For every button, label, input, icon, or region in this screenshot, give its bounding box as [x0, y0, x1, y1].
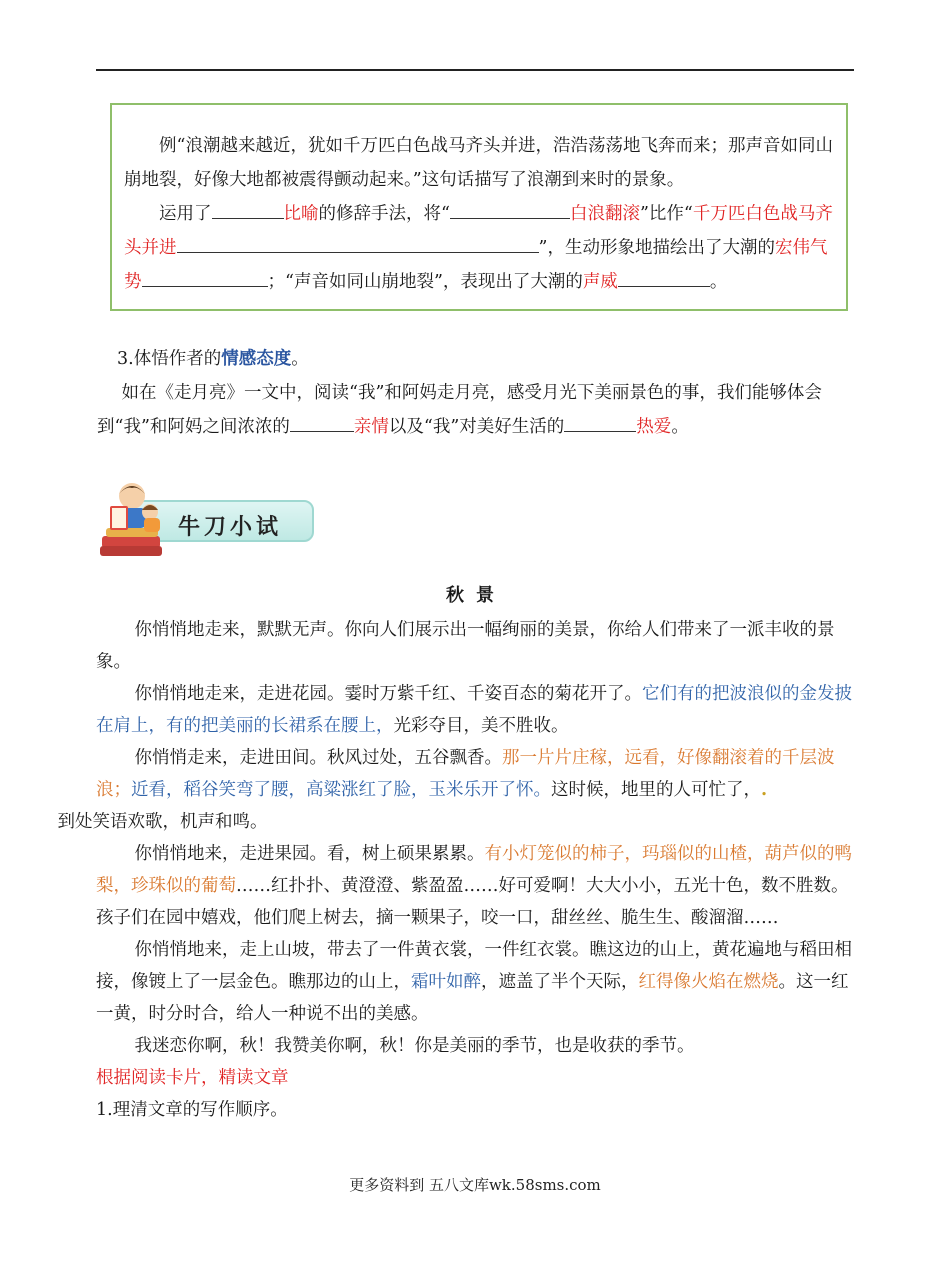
- section-3-heading: 3.体悟作者的情感态度。: [117, 349, 309, 369]
- paragraph: 你悄悄地走来，默默无声。你向人们展示出一幅绚丽的美景，你给人们带来了一派丰收的景象。: [96, 620, 835, 672]
- reading-guide: 根据阅读卡片，精读文章: [96, 1068, 289, 1088]
- practice-banner: [98, 478, 318, 566]
- paragraph: 你悄悄走来，走进田间。秋风过处，五谷飘香。那一片片庄稼，远看，好像翻滚着的千层波浪；近看，稻谷笑弯了腰，高粱涨红了脸，玉米乐开了怀。这时候，地里的人可忙了，. 到处笑语欢歌，机声和鸣。: [57, 748, 835, 832]
- answer-blank: [142, 268, 268, 287]
- answer-blank: [177, 234, 539, 253]
- section-3: [97, 342, 859, 444]
- highlight-text: 它们有的把波浪似的金发披在肩上，有的把美丽的长裙系在腰上，: [96, 684, 852, 736]
- passage-title: 秋景: [446, 585, 506, 606]
- highlight-text: 霜叶如醉: [411, 972, 481, 992]
- highlight-text: 近看，稻谷笑弯了腰，高粱涨红了脸，玉米乐开了怀。: [131, 780, 551, 800]
- answer-blank: [564, 413, 636, 432]
- example-analysis: 运用了 比喻的修辞手法，将“ 白浪翻滚”比作“千万匹白色战马齐头并进 ”，生动形象地描绘出了大潮的宏伟气势 ；“声音如同山崩地裂”，表现出了大潮的声威 。: [124, 197, 836, 299]
- highlight-text: 那一片片庄稼，远看，好像翻滚着的千层波浪；: [96, 748, 835, 800]
- answer-text: 声威: [582, 272, 618, 292]
- paragraph: 你悄悄地来，走上山坡，带去了一件黄衣裳，一件红衣裳。瞧这边的山上，黄花遍地与稻田相接，像镀上了一层金色。瞧那边的山上，霜叶如醉，遮盖了半个天际，红得像火焰在燃烧。这一红一黄，时分时合，给人一种说不出的美感。: [96, 940, 852, 1024]
- header-rule: [96, 69, 854, 71]
- highlight-text: 红得像火焰在燃烧: [638, 972, 779, 992]
- answer-text: 宏伟气势: [124, 238, 828, 292]
- example-sentence: 例“浪潮越来越近，犹如千万匹白色战马齐头并进，浩浩荡荡地飞奔而来；那声音如同山崩地裂，好像大地都被震得颤动起来。”这句话描写了浪潮到来时的景象。: [124, 136, 833, 190]
- question-1: 1.理清文章的写作顺序。: [96, 1100, 288, 1120]
- paragraph: 你悄悄地来，走进果园。看，树上硕果累累。有小灯笼似的柿子，玛瑙似的山楂，葫芦似的鸭梨，珍珠似的葡萄……红扑扑、黄澄澄、紫盈盈……好可爱啊！大大小小，五光十色，数不胜数。孩子们在园中嬉戏，他们爬上树去，摘一颗果子，咬一口，甜丝丝、脆生生、酸溜溜……: [96, 844, 852, 928]
- answer-text: 亲情: [353, 417, 389, 437]
- answer-blank: [212, 200, 284, 219]
- reading-passage: [57, 580, 856, 1126]
- paragraph: 你悄悄地走来，走进花园。霎时万紫千红、千姿百态的菊花开了。它们有的把波浪似的金发披在肩上，有的把美丽的长裙系在腰上，光彩夺目，美不胜收。: [96, 684, 852, 736]
- example-box: [110, 103, 848, 311]
- footer-text: 更多资料到 五八文库wk.58sms.com: [349, 1176, 601, 1194]
- answer-text: 千万匹白色战马齐头并进: [124, 204, 833, 258]
- reading-kid-icon: [98, 478, 178, 566]
- paragraph: 我迷恋你啊，秋！我赞美你啊，秋！你是美丽的季节，也是收获的季节。: [134, 1036, 695, 1056]
- banner-label: 牛刀小试: [178, 515, 283, 540]
- highlight-text: 有小灯笼似的柿子，玛瑙似的山楂，葫芦似的鸭梨，珍珠似的葡萄: [96, 844, 852, 896]
- answer-blank: [618, 268, 710, 287]
- section-3-body: 如在《走月亮》一文中，阅读“我”和阿妈走月亮，感受月光下美丽景色的事，我们能够体会到“我”和阿妈之间浓浓的 亲情以及“我”对美好生活的 热爱。: [97, 383, 822, 437]
- answer-text: 比喻: [283, 204, 319, 224]
- answer-blank: [450, 200, 570, 219]
- answer-text: 白浪翻滚: [569, 204, 640, 224]
- answer-text: 热爱: [636, 417, 672, 437]
- answer-blank: [290, 413, 354, 432]
